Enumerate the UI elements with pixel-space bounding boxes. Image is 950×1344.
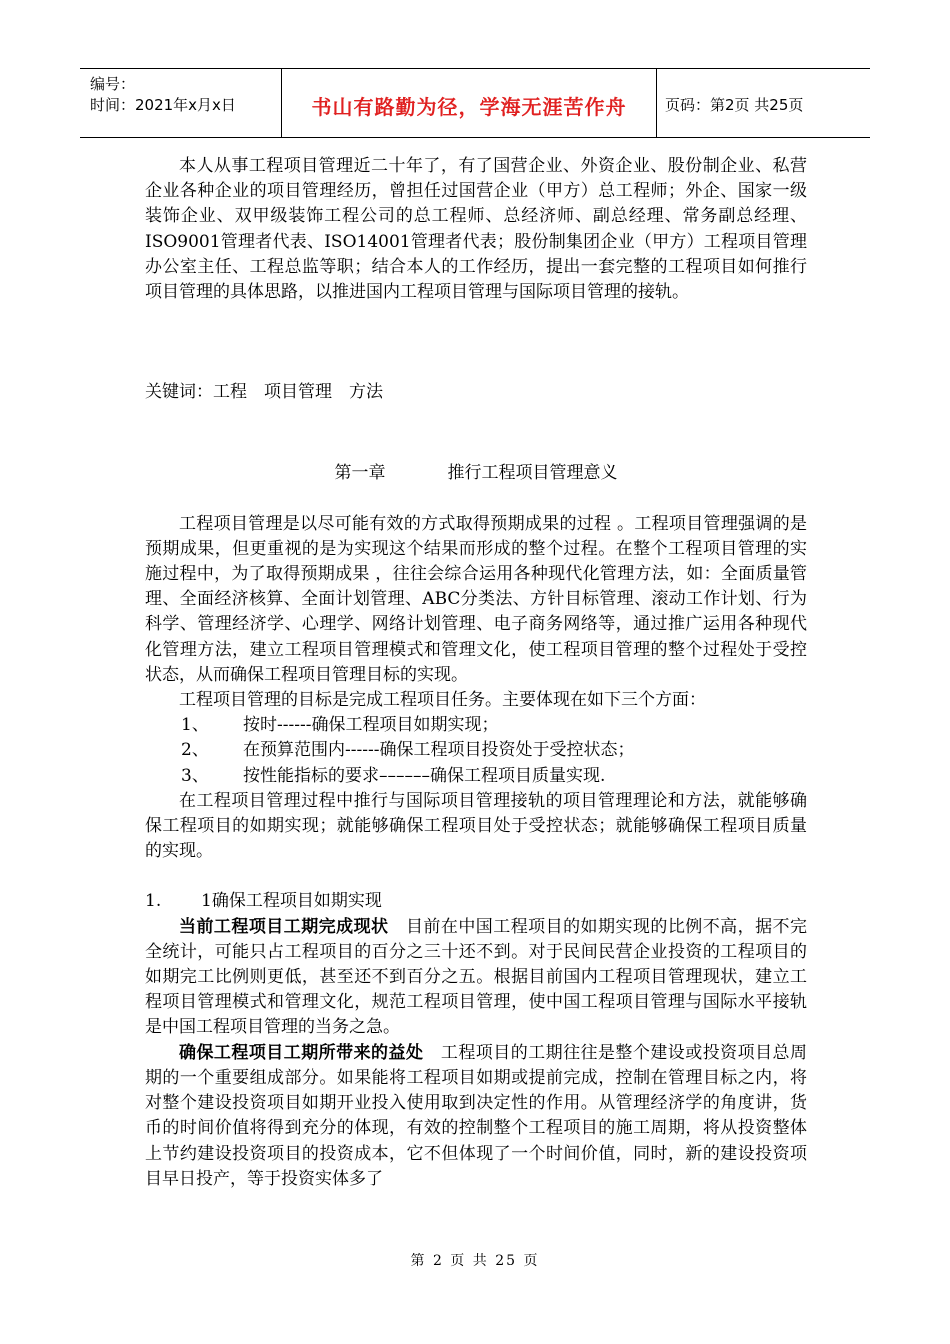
section-heading [145,889,807,914]
spacer [145,487,807,512]
chapter-title: 推行工程项目管理意义 [447,463,618,484]
paragraph-international-alignment: 在工程项目管理过程中推行与国际项目管理接轨的项目管理理论和方法，就能够确保工程项目的如期实现；就能够确保工程项目处于受控状态；就能够确保工程项目质量的实现。 [145,790,807,862]
page-footer: 第 2 页 共 25 页 [410,1253,540,1269]
spacer [145,305,807,380]
goal-text: 按时------确保工程项目如期实现； [243,715,499,736]
chapter-number: 第一章 [334,463,386,484]
paragraph-body-text: 工程项目的工期往往是整个建设或投资项目总周期的一个重要组成部分。如果能将工程项目如期或提前完成，控制在管理目标之内，将对整个建设投资项目如期开业投入使用取到决定性的作用。从管理经济学的角度讲，货币的时间价值将得到充分的体现，有效的控制整个工程项目的施工周期，将从投资整体上节约建设投资项目的投资成本，它不但体现了一个时间价值，同时，新的建设投资项目早日投产，等于投资实体多了 [145,1042,808,1189]
page-header [80,68,870,138]
goal-number: 2、 [181,740,209,761]
document-time-label: 时间：2021年x月x日 [90,96,236,114]
goal-text: 按性能指标的要求––––––确保工程项目质量实现. [243,765,606,786]
spacer [145,405,807,461]
paragraph-schedule-status [145,915,807,1041]
goal-number: 1、 [181,715,209,736]
header-motto-cell [282,69,657,137]
paragraph-project-management: 工程项目管理是以尽可能有效的方式取得预期成果的过程 。工程项目管理强调的是预期成果，但更重视的是为实现这个结果而形成的整个过程。在整个工程项目管理的实施过程中，为了取得预期成果 ，往往会综合运用各种现代化管理方法，如：全面质量管理、全面经济核算、全面计划管理、ABC分类法、方针目标管理、滚动工作计划、行为科学、管理经济学、心理学、网络计划管理、电子商务网络等，通过推广运用各种现代化管理方法，建立工程项目管理模式和管理文化，使工程项目管理的整个过程处于受控状态，从而确保工程项目管理目标的实现。 [145,513,807,685]
header-page-cell [657,69,870,137]
goal-item [145,713,807,738]
goal-text: 在预算范围内------确保工程项目投资处于受控状态； [243,740,635,761]
goal-item [145,738,807,763]
paragraph-body-text: 目前在中国工程项目的如期实现的比例不高，据不完全统计，可能只占工程项目的百分之三十还不到。对于民间民营企业投资的工程项目的如期完工比例则更低，甚至还不到百分之五。根据目前国内工程项目管理现状，建立工程项目管理模式和管理文化，规范工程项目管理，使中国工程项目管理与国际水平接轨是中国工程项目管理的当务之急。 [145,916,808,1038]
chapter-heading [145,461,807,486]
document-body [145,154,807,1192]
intro-paragraph: 本人从事工程项目管理近二十年了，有了国营企业、外资企业、股份制企业、私营企业各种企业的项目管理经历，曾担任过国营企业（甲方）总工程师；外企、国家一级装饰企业、双甲级装饰工程公司的总工程师、总经济师、副总经理、常务副总经理、ISO9001管理者代表、ISO14001管理者代表；股份制集团企业（甲方）工程项目管理办公室主任、工程总监等职；结合本人的工作经历，提出一套完整的工程项目如何推行项目管理的具体思路，以推进国内工程项目管理与国际项目管理的接轨。 [145,156,807,303]
keywords-line: 关键词：工程 项目管理 方法 [145,382,383,403]
paragraph-lead-bold: 确保工程项目工期所带来的益处 [179,1042,424,1063]
document-number-label: 编号： [90,75,136,93]
section-title: 1确保工程项目如期实现 [201,891,382,912]
paragraph-lead-bold: 当前工程项目工期完成现状 [179,916,389,937]
header-motto: 书山有路勤为径，学海无涯苦作舟 [311,95,627,119]
goal-item [145,764,807,789]
spacer [145,864,807,889]
header-page-info: 页码：第2页 共25页 [665,96,804,114]
goal-number: 3、 [181,765,209,786]
header-meta-cell [80,69,282,137]
paragraph-goals-intro: 工程项目管理的目标是完成工程项目任务。主要体现在如下三个方面： [179,690,706,711]
section-number: 1. [145,891,162,912]
paragraph-schedule-benefits [145,1041,807,1192]
